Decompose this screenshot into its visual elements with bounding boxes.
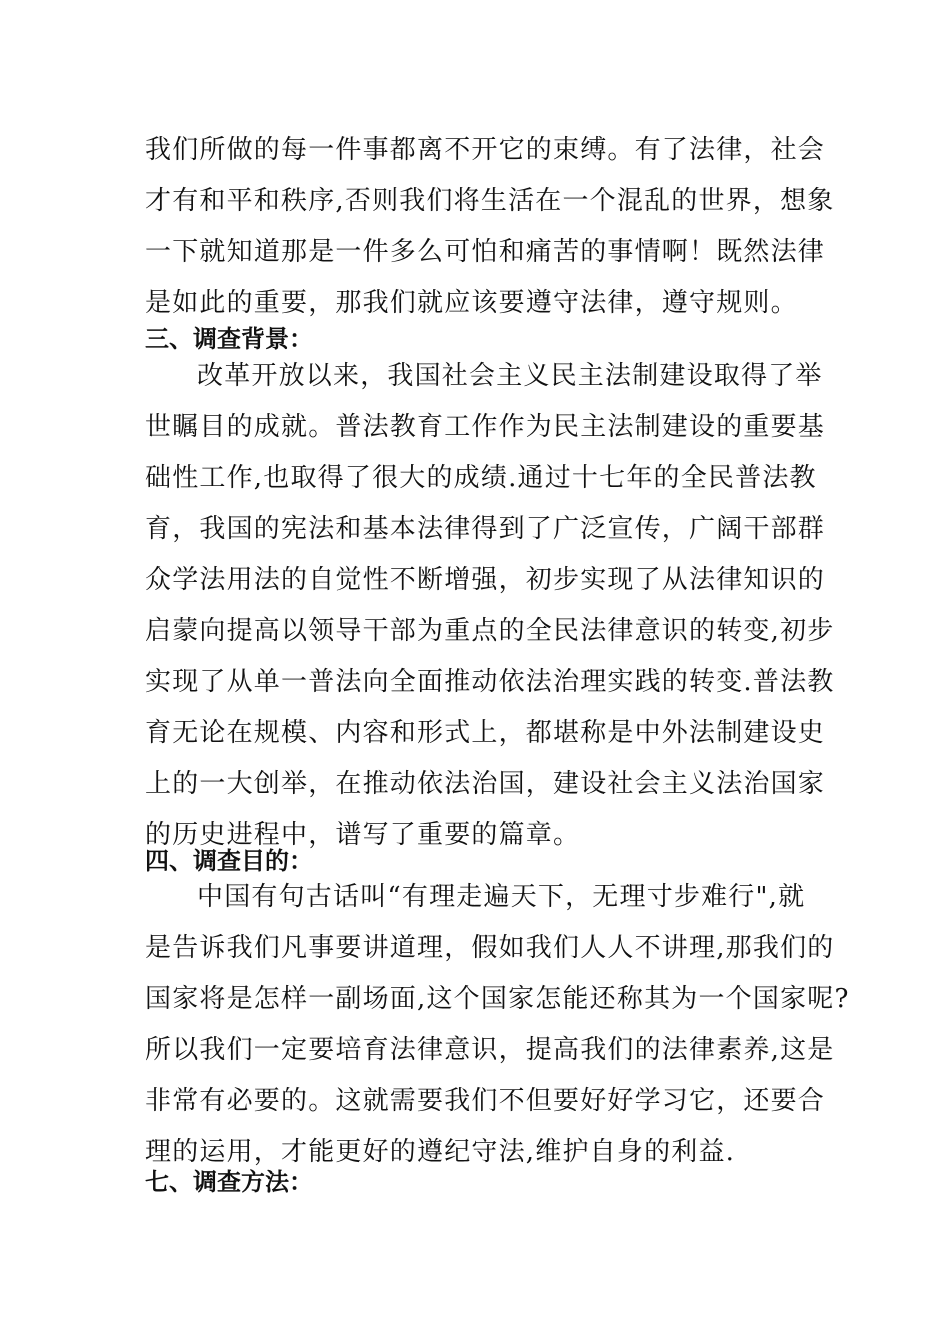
- paragraph-line: 我们所做的每一件事都离不开它的束缚。有了法律，社会: [145, 135, 826, 165]
- paragraph-line: 改革开放以来，我国社会主义民主法制建设取得了举: [197, 361, 823, 391]
- paragraph-line: 世瞩目的成就。普法教育工作作为民主法制建设的重要基: [145, 412, 826, 442]
- paragraph-line: 国家将是怎样一副场面,这个国家怎能还称其为一个国家呢?: [145, 984, 850, 1014]
- paragraph-line: 所以我们一定要培育法律意识，提高我们的法律素养,这是: [145, 1035, 835, 1065]
- paragraph-line: 才有和平和秩序,否则我们将生活在一个混乱的世界，想象: [145, 186, 835, 216]
- paragraph-line: 育，我国的宪法和基本法律得到了广泛宣传，广阔干部群: [145, 514, 826, 544]
- paragraph-line: 实现了从单一普法向全面推动依法治理实践的转变.普法教: [145, 667, 835, 697]
- paragraph-line: 非常有必要的。这就需要我们不但要好好学习它，还要合: [145, 1086, 826, 1116]
- section-heading-method: 七、调查方法：: [145, 1168, 313, 1196]
- paragraph-line: 启蒙向提高以领导干部为重点的全民法律意识的转变,初步: [145, 616, 835, 646]
- paragraph-line: 一下就知道那是一件多么可怕和痛苦的事情啊！既然法律: [145, 237, 826, 267]
- paragraph-line: 众学法用法的自觉性不断增强，初步实现了从法律知识的: [145, 565, 826, 595]
- paragraph-line: 中国有句古话叫“有理走遍天下，无理寸步难行",就: [197, 882, 806, 912]
- paragraph-line: 是如此的重要，那我们就应该要遵守法律，遵守规则。: [145, 288, 798, 318]
- paragraph-line: 础性工作,也取得了很大的成绩.通过十七年的全民普法教: [145, 463, 817, 493]
- paragraph-line: 理的运用，才能更好的遵纪守法,维护自身的利益.: [145, 1137, 736, 1167]
- paragraph-line: 的历史进程中，谱写了重要的篇章。: [145, 820, 581, 850]
- section-heading-purpose: 四、调查目的：: [145, 847, 313, 875]
- section-heading-background: 三、调查背景：: [145, 325, 313, 353]
- paragraph-line: 上的一大创举，在推动依法治国，建设社会主义法治国家: [145, 769, 826, 799]
- paragraph-line: 是告诉我们凡事要讲道理，假如我们人人不讲理,那我们的: [145, 933, 835, 963]
- paragraph-line: 育无论在规模、内容和形式上，都堪称是中外法制建设史: [145, 718, 826, 748]
